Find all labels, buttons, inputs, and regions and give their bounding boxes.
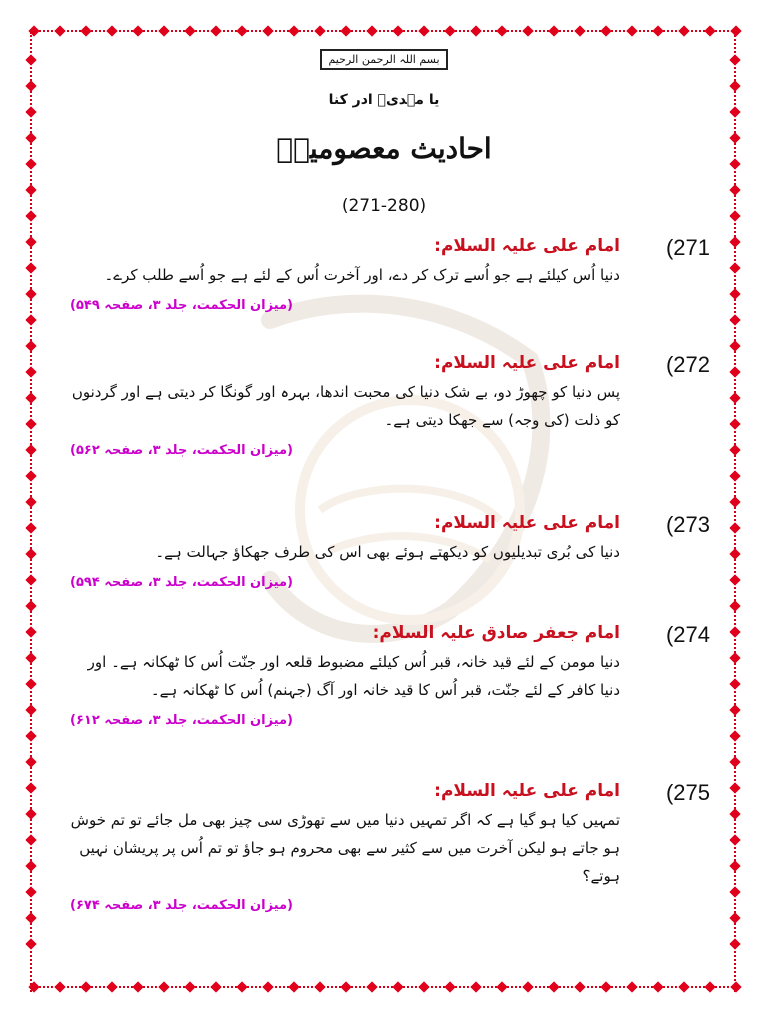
border-left — [30, 32, 38, 992]
imam-name: امام علی علیہ السلام: — [434, 513, 620, 533]
imam-name: امام علی علیہ السلام: — [434, 353, 620, 373]
hadith-text: دنیا کی بُری تبدیلیوں کو دیکھتے ہوئے بھی اس کی طرف جھکاؤ جہالت ہے۔ — [155, 543, 620, 561]
imam-name: امام علی علیہ السلام: — [434, 781, 620, 801]
hadith-reference: (میزان الحکمت، جلد ۳، صفحہ ۶۷۴) — [70, 898, 293, 914]
hadith-reference: (میزان الحکمت، جلد ۳، صفحہ ۵۶۲) — [70, 442, 293, 458]
hadith-entry — [70, 352, 710, 502]
hadith-reference: (میزان الحکمت، جلد ۳، صفحہ ۵۴۹) — [70, 297, 293, 313]
bismillah-box — [0, 48, 768, 70]
hadith-number: (272 — [665, 352, 710, 377]
imam-name: امام علی علیہ السلام: — [434, 236, 620, 256]
hadith-range: (271-280) — [341, 196, 427, 216]
imam-name: امام جعفر صادق علیہ السلام: — [372, 623, 620, 643]
page-title: احادیث معصومینؑ — [276, 132, 492, 165]
border-right — [734, 32, 742, 992]
hadith-entry — [70, 622, 710, 772]
hadith-number: (274 — [665, 622, 710, 647]
hadith-number: (271 — [665, 235, 710, 260]
bismillah-text: بسم اللہ الرحمن الرحیم — [320, 49, 447, 70]
hadith-entry — [70, 780, 710, 940]
hadith-entry — [70, 512, 710, 612]
hadith-reference: (میزان الحکمت، جلد ۳، صفحہ ۶۱۲) — [70, 712, 293, 728]
hadith-text: دنیا اُس کیلئے ہے جو اُسے ترک کر دے، اور آخرت اُس کے لئے ہے جو اُسے طلب کرے۔ — [104, 266, 620, 284]
page-subtitle: یا مہدیؑ ادر کنا — [328, 92, 440, 108]
hadith-entry — [70, 235, 710, 345]
hadith-number: (275 — [665, 780, 710, 805]
hadith-number: (273 — [665, 512, 710, 537]
hadith-text: دنیا مومن کے لئے قید خانہ، قبر اُس کیلئے مضبوط قلعہ اور جنّت اُس کا ٹھکانہ ہے۔ اور دنیا کافر کے لئے جنّت، قبر اُس کا قید خانہ اور آگ (جہنم) اُس کا ٹھکانہ ہے۔ — [87, 653, 620, 699]
hadith-reference: (میزان الحکمت، جلد ۳، صفحہ ۵۹۴) — [70, 574, 293, 590]
hadith-text: پس دنیا کو چھوڑ دو، بے شک دنیا کی محبت اندھا، بہرہ اور گونگا کر دیتی ہے اور گردنوں کو ذلت (کی وجہ) سے جھکا دیتی ہے۔ — [71, 383, 620, 429]
hadith-text: تمہیں کیا ہو گیا ہے کہ اگر تمہیں دنیا میں سے تھوڑی سی چیز بھی مل جائے تو تم خوش ہو جاتے ہو لیکن آخرت میں سے کثیر سے بھی محروم ہو جاؤ تو تم اُس پر پریشان نہیں ہوتے؟ — [70, 811, 620, 885]
